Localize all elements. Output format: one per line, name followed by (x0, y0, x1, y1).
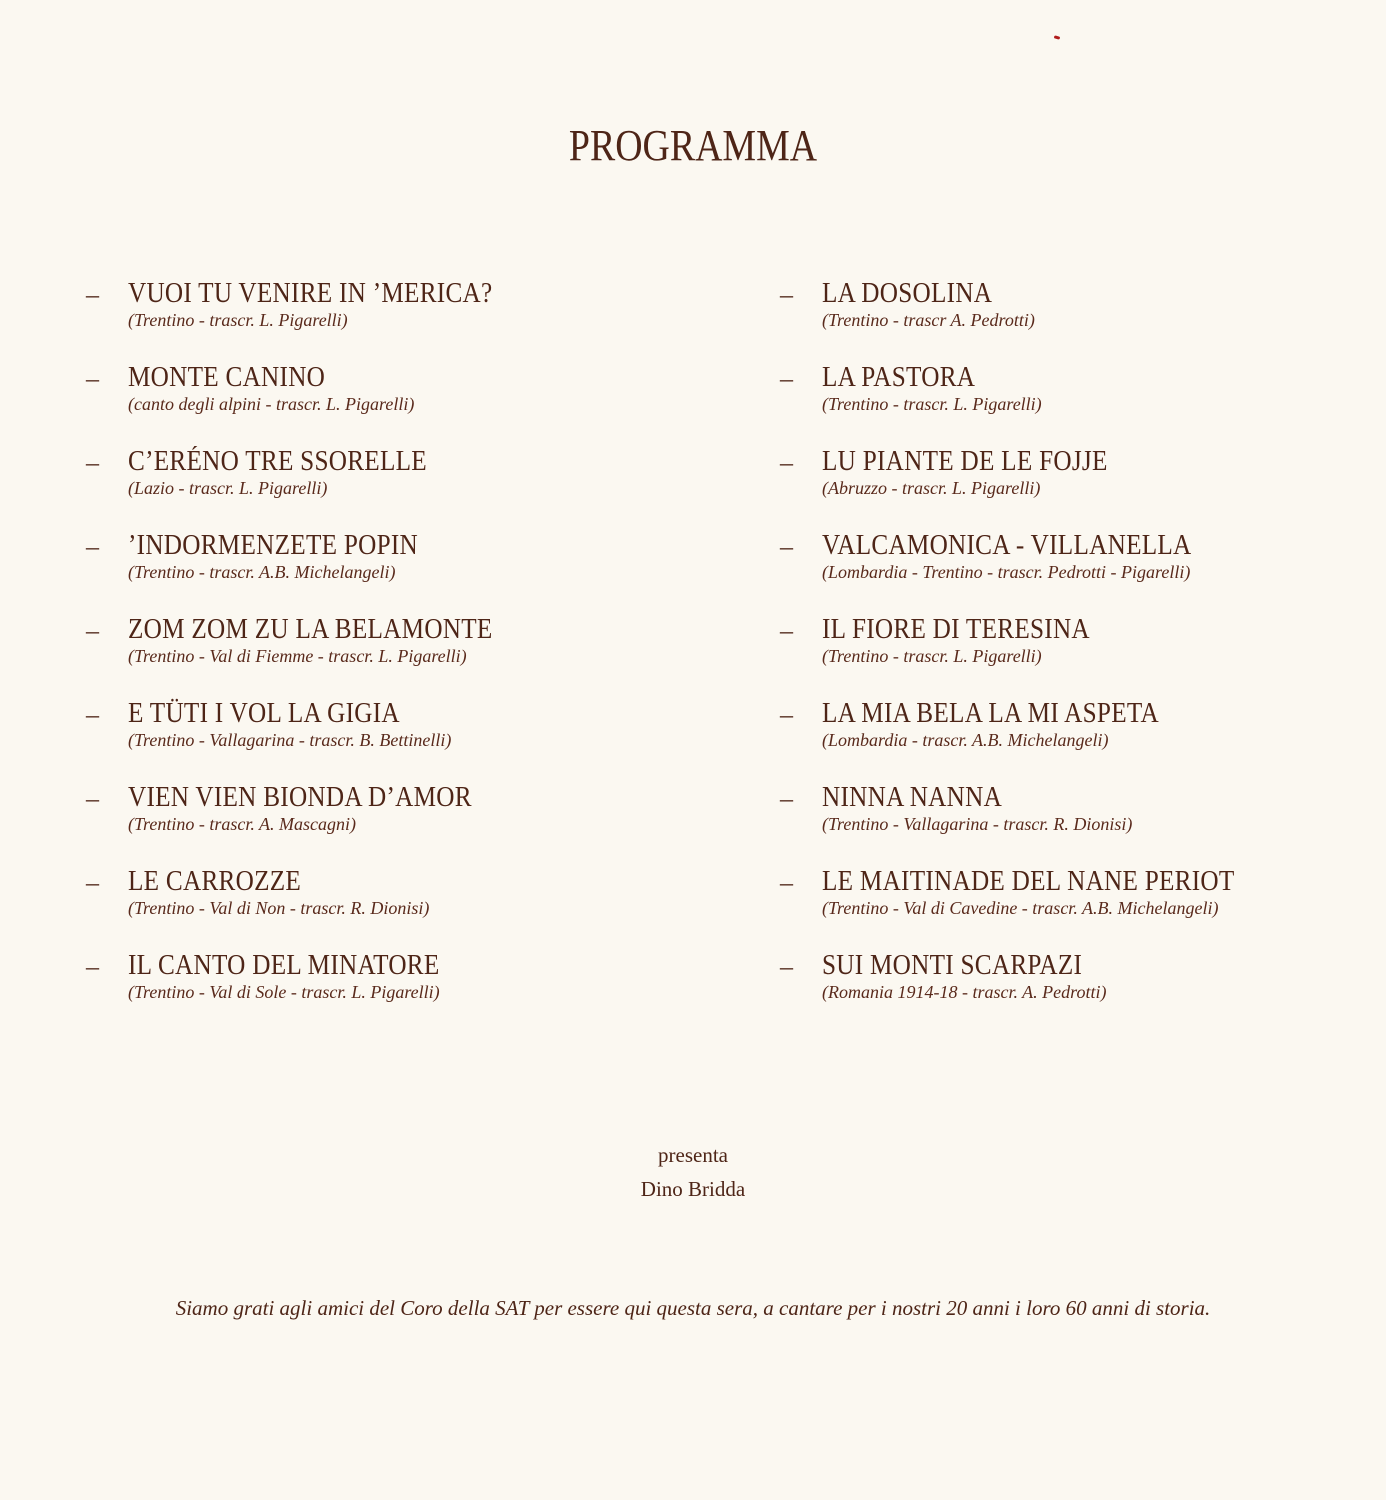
song-title: VUOI TU VENIRE IN ’MERICA? (128, 278, 493, 309)
song-title: NINNA NANNA (822, 782, 1003, 813)
thanks-note: Siamo grati agli amici del Coro della SAT per essere qui questa sera, a cantare per i nostri 20 anni i loro 60 anni di storia. (175, 1296, 1211, 1320)
song-credit: (Trentino - trascr. L. Pigarelli) (128, 310, 348, 330)
program-item (86, 866, 706, 950)
song-credit: (Trentino - Vallagarina - trascr. B. Bettinelli) (128, 730, 452, 750)
program-item (780, 278, 1370, 362)
song-title: IL CANTO DEL MINATORE (128, 950, 440, 981)
song-credit: (Lazio - trascr. L. Pigarelli) (128, 478, 328, 498)
song-title: IL FIORE DI TERESINA (822, 614, 1090, 645)
presenter-block (0, 1138, 1386, 1206)
dash-bullet: – (780, 868, 793, 897)
program-item (86, 530, 706, 614)
program-item (780, 614, 1370, 698)
dash-bullet: – (780, 616, 793, 645)
song-credit: (Lombardia - Trentino - trascr. Pedrotti - Pigarelli) (822, 562, 1191, 582)
song-title: LE MAITINADE DEL NANE PERIOT (822, 866, 1235, 897)
dash-bullet: – (86, 364, 99, 393)
program-item (86, 446, 706, 530)
song-credit: (Trentino - trascr. A. Mascagni) (128, 814, 356, 834)
dash-bullet: – (86, 700, 99, 729)
presenter-label: presenta (658, 1143, 728, 1167)
dash-bullet: – (780, 700, 793, 729)
program-item (780, 782, 1370, 866)
song-credit: (Lombardia - trascr. A.B. Michelangeli) (822, 730, 1109, 750)
dash-bullet: – (780, 784, 793, 813)
song-title: VIEN VIEN BIONDA D’AMOR (128, 782, 472, 813)
program-item (780, 866, 1370, 950)
dash-bullet: – (86, 784, 99, 813)
dash-bullet: – (780, 532, 793, 561)
dash-bullet: – (780, 952, 793, 981)
song-credit: (Trentino - trascr. A.B. Michelangeli) (128, 562, 396, 582)
song-title: C’ERÉNO TRE SSORELLE (128, 446, 427, 477)
song-credit: (Trentino - Vallagarina - trascr. R. Dionisi) (822, 814, 1133, 834)
song-credit: (Trentino - Val di Sole - trascr. L. Pigarelli) (128, 982, 440, 1002)
song-credit: (Romania 1914-18 - trascr. A. Pedrotti) (822, 982, 1107, 1002)
program-item (780, 530, 1370, 614)
program-item (780, 698, 1370, 782)
program-item (86, 278, 706, 362)
song-credit: (Trentino - Val di Cavedine - trascr. A.B. Michelangeli) (822, 898, 1219, 918)
dash-bullet: – (86, 616, 99, 645)
dash-bullet: – (86, 868, 99, 897)
song-title: VALCAMONICA - VILLANELLA (822, 530, 1192, 561)
presenter-name: Dino Bridda (640, 1177, 746, 1201)
song-title: LA DOSOLINA (822, 278, 993, 309)
dash-bullet: – (86, 952, 99, 981)
ink-speck (1054, 35, 1061, 39)
song-credit: (Trentino - trascr. L. Pigarelli) (822, 646, 1042, 666)
song-credit: (Trentino - trascr. L. Pigarelli) (822, 394, 1042, 414)
song-credit: (Trentino - Val di Fiemme - trascr. L. Pigarelli) (128, 646, 467, 666)
program-item (86, 698, 706, 782)
song-title: LA PASTORA (822, 362, 976, 393)
dash-bullet: – (780, 448, 793, 477)
song-credit: (Trentino - trascr A. Pedrotti) (822, 310, 1035, 330)
song-title: LU PIANTE DE LE FOJJE (822, 446, 1108, 477)
program-left-column (86, 278, 706, 1034)
song-title: ’INDORMENZETE POPIN (128, 530, 419, 561)
dash-bullet: – (86, 532, 99, 561)
song-title: LA MIA BELA LA MI ASPETA (822, 698, 1160, 729)
song-title: ZOM ZOM ZU LA BELAMONTE (128, 614, 493, 645)
dash-bullet: – (86, 448, 99, 477)
page-title: PROGRAMMA (568, 121, 818, 170)
program-item (86, 614, 706, 698)
song-credit: (Abruzzo - trascr. L. Pigarelli) (822, 478, 1041, 498)
song-credit: (Trentino - Val di Non - trascr. R. Dionisi) (128, 898, 430, 918)
song-title: LE CARROZZE (128, 866, 302, 897)
program-item (780, 446, 1370, 530)
program-item (86, 362, 706, 446)
song-title: MONTE CANINO (128, 362, 326, 393)
program-item (780, 362, 1370, 446)
program-right-column (780, 278, 1370, 1034)
dash-bullet: – (780, 280, 793, 309)
dash-bullet: – (780, 364, 793, 393)
song-credit: (canto degli alpini - trascr. L. Pigarelli) (128, 394, 415, 414)
song-title: SUI MONTI SCARPAZI (822, 950, 1083, 981)
program-item (86, 950, 706, 1034)
program-item (86, 782, 706, 866)
song-title: E TÜTI I VOL LA GIGIA (128, 698, 400, 729)
dash-bullet: – (86, 280, 99, 309)
program-item (780, 950, 1370, 1034)
